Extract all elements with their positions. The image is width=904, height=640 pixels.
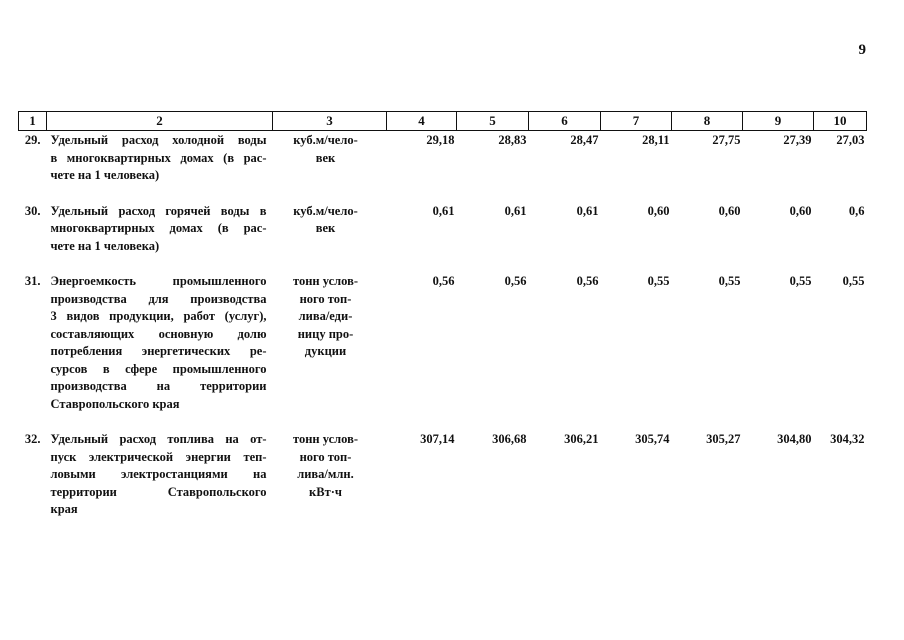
- indicator-name-line: производства для производства: [50, 291, 267, 306]
- row-number: 30.: [24, 203, 41, 218]
- row-spacer: [19, 185, 867, 202]
- spacer-cell: [19, 255, 867, 272]
- column-header: 5: [457, 112, 529, 131]
- value-cell: 0,61: [576, 203, 599, 218]
- unit-line: век: [315, 150, 336, 165]
- value-cell: 27,75: [712, 133, 741, 147]
- indicator-name-line: Энергоемкость промышленного: [50, 274, 267, 288]
- unit-line: дукции: [304, 344, 347, 358]
- spacer-cell: [19, 413, 867, 430]
- indicator-name-line: Удельный расход горячей воды в: [50, 203, 267, 218]
- data-table-container: [18, 111, 866, 519]
- indicator-name-line: Удельный расход холодной воды: [50, 133, 267, 147]
- row-spacer: [19, 413, 867, 430]
- unit-of-measure: [273, 202, 387, 256]
- indicator-name-line: Удельный расход топлива на от-: [50, 432, 267, 446]
- value-cell: 28,83: [498, 133, 527, 147]
- indicator-name-line: многоквартирных домах (в рас-: [50, 221, 267, 235]
- unit-line: кВт·ч: [309, 484, 342, 499]
- value-cell: 304,32: [830, 432, 865, 446]
- table-row: [19, 272, 867, 413]
- unit-line: лива/млн.: [297, 467, 354, 481]
- value-cell: 0,55: [842, 274, 865, 288]
- value-cell: 305,27: [706, 432, 741, 446]
- indicator-name: [47, 202, 273, 256]
- indicator-name: [47, 272, 273, 413]
- value-cell: 306,21: [564, 432, 599, 446]
- column-header: 10: [814, 112, 867, 131]
- value-cell: 0,55: [789, 274, 812, 288]
- value-cell: 0,55: [647, 274, 670, 288]
- column-header: 3: [273, 112, 387, 131]
- indicator-name: [47, 131, 273, 185]
- unit-of-measure: [273, 272, 387, 413]
- unit-line: тонн услов-: [292, 274, 359, 288]
- unit-of-measure: [273, 131, 387, 185]
- unit-line: лива/еди-: [298, 309, 353, 323]
- value-cell: 304,80: [777, 432, 812, 446]
- value-cell: 27,39: [783, 133, 812, 147]
- indicator-name-line: 3 видов продукции, работ (услуг),: [50, 309, 267, 323]
- indicator-name-line: производства на территории: [50, 379, 267, 393]
- value-cell: 0,60: [789, 203, 812, 218]
- indicator-name-line: края: [50, 502, 78, 516]
- indicator-name-line: чете на 1 человека): [50, 238, 160, 253]
- indicator-name-line: чете на 1 человека): [50, 168, 160, 182]
- value-cell: 0,56: [432, 274, 455, 288]
- value-cell: 0,60: [718, 203, 741, 218]
- column-header: 6: [529, 112, 601, 131]
- value-cell: 27,03: [836, 133, 865, 147]
- value-cell: 28,11: [642, 133, 670, 147]
- column-header: 9: [743, 112, 814, 131]
- unit-line: ного топ-: [299, 291, 352, 306]
- value-cell: 305,74: [635, 432, 670, 446]
- row-number: 32.: [24, 432, 41, 446]
- unit-line: куб.м/чело-: [293, 203, 358, 218]
- value-cell: 0,55: [718, 274, 741, 288]
- value-cell: 0,56: [504, 274, 527, 288]
- value-cell: 28,47: [570, 133, 599, 147]
- row-number: 31.: [24, 274, 41, 288]
- unit-line: куб.м/чело-: [293, 133, 358, 147]
- unit-line: ницу про-: [297, 326, 354, 341]
- value-cell: 306,68: [492, 432, 527, 446]
- unit-line: тонн услов-: [292, 432, 359, 446]
- row-spacer: [19, 255, 867, 272]
- value-cell: 0,61: [504, 203, 527, 218]
- table-row: [19, 430, 867, 519]
- indicator-name-line: территории Ставропольского: [50, 484, 267, 499]
- value-cell: 0,56: [576, 274, 599, 288]
- indicators-table: [18, 111, 867, 519]
- unit-line: ного топ-: [299, 449, 352, 464]
- value-cell: 307,14: [420, 432, 455, 446]
- table-row: [19, 202, 867, 256]
- indicator-name-line: в многоквартирных домах (в рас-: [50, 150, 267, 165]
- spacer-cell: [19, 185, 867, 202]
- row-number: 29.: [24, 133, 41, 147]
- unit-line: век: [315, 221, 336, 235]
- unit-of-measure: [273, 430, 387, 519]
- column-header: 1: [19, 112, 47, 131]
- value-cell: 29,18: [426, 133, 455, 147]
- indicator-name-line: Ставропольского края: [50, 396, 180, 411]
- indicator-name-line: сурсов в сфере промышленного: [50, 361, 267, 376]
- indicator-name-line: составляющих основную долю: [50, 326, 267, 341]
- column-header: 7: [601, 112, 672, 131]
- column-header: 8: [672, 112, 743, 131]
- column-header: 2: [47, 112, 273, 131]
- table-header-row: [19, 112, 867, 131]
- page-number: 9: [858, 42, 866, 58]
- column-header: 4: [387, 112, 457, 131]
- indicator-name-line: потребления энергетических ре-: [50, 344, 267, 358]
- value-cell: 0,61: [432, 203, 455, 218]
- value-cell: 0,60: [647, 203, 670, 218]
- indicator-name: [47, 430, 273, 519]
- indicator-name-line: ловыми электростанциями на: [50, 467, 267, 481]
- indicator-name-line: пуск электрической энергии теп-: [50, 449, 267, 464]
- table-row: [19, 131, 867, 185]
- table-body: [19, 131, 867, 519]
- value-cell: 0,6: [848, 203, 865, 218]
